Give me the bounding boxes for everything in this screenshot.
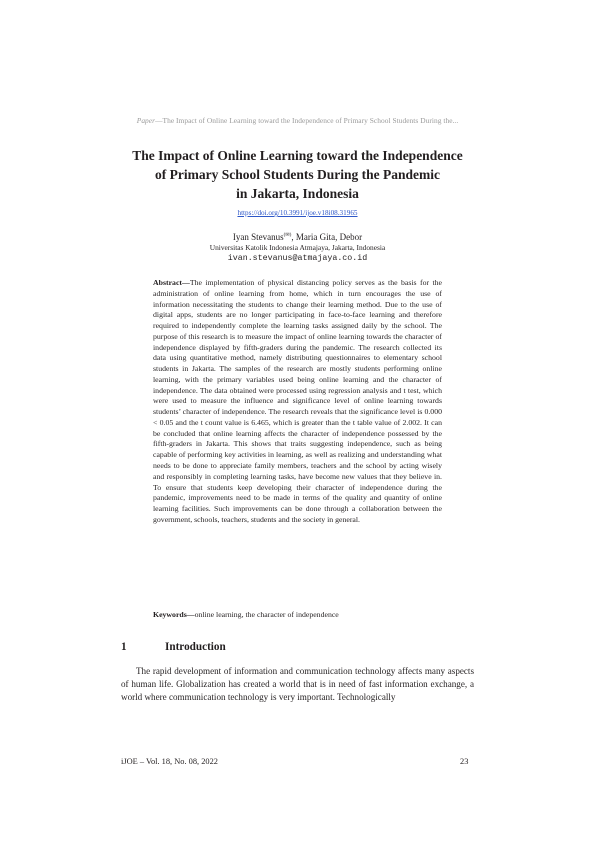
keywords (153, 610, 442, 619)
doi-link[interactable]: https://doi.org/10.3991/ijoe.v18i08.31965 (237, 209, 358, 217)
running-head-paper-word: Paper (136, 116, 156, 125)
paper-title (110, 146, 485, 203)
abstract-text: The implementation of physical distancing policy serves as the basis for the administration of online learning from home, which in turn encourages the use of information necessitating the students to change their learning method. Due to the use of digital apps, students are no longer participating in face-to-face learning and therefore required to independently complete the learning tasks assigned daily by the school. The purpose of this research is to measure the impact of online learning towards the character of independence displayed by fifth-graders during the pandemic. The research collected its data using quantitative method, namely distributing questionnaires to elementary school students in Jakarta. The samples of the research are mostly students performing online learning, with the primary variables used being online learning and the character of independence. The data obtained were processed using regression analysis and t test, which were used to measure the influence and significance level of online learning towards students’ character of independence. The research reveals that the significance level is 0.000 < 0.05 and the t count value is 6.465, which is greater than the t table value of 2.002. It can be concluded that online learning affects the character of independence possessed by the fifth-graders in Jakarta. This shows that traits suggesting independence, such as being capable of performing key activities in learning, as well as realizing and understanding what needs to be done to appreciate family members, teachers and the school by acting wisely and responsibly in completing learning tasks, have become new values that they believe in. To ensure that students keep developing their character of independence during the pandemic, improvements need to be made in terms of the quality and quantity of online learning facilities. Such improvements can be done through a collaboration between the government, schools, teachers, students and the society in general. (153, 278, 442, 524)
section-title: Introduction (165, 641, 226, 653)
affiliation: Universitas Katolik Indonesia Atmajaya, Jakarta, Indonesia (209, 243, 386, 252)
keywords-lead: Keywords— (153, 610, 195, 619)
corresponding-author-mark: (✉) (283, 232, 292, 238)
author-first: Iyan Stevanus (232, 232, 284, 242)
title-line-3: in Jakarta, Indonesia (236, 186, 359, 201)
author-email[interactable]: ivan.stevanus@atmajaya.co.id (227, 254, 368, 263)
abstract-lead: Abstract— (153, 278, 190, 287)
keywords-text: online learning, the character of independence (194, 610, 339, 619)
footer-page-number: 23 (460, 757, 469, 766)
intro-paragraph: The rapid development of information and communication technology affects many aspects of human life. Globalization has created a world that is in need of fast information exchange, a world where communication technology is very important. Technologically (121, 666, 474, 703)
running-head-text: —The Impact of Online Learning toward the Independence of Primary School Students During the... (155, 116, 459, 125)
author-rest: , Maria Gita, Debor (291, 232, 363, 242)
title-line-2: of Primary School Students During the Pandemic (155, 167, 440, 182)
author-list (0, 230, 595, 243)
title-line-1: The Impact of Online Learning toward the Independence (132, 148, 463, 163)
footer-journal: iJOE ‒ Vol. 18, No. 08, 2022 (121, 757, 218, 766)
running-head (0, 116, 595, 125)
abstract (153, 278, 442, 526)
section-heading-introduction (121, 641, 226, 653)
section-number: 1 (121, 641, 127, 653)
